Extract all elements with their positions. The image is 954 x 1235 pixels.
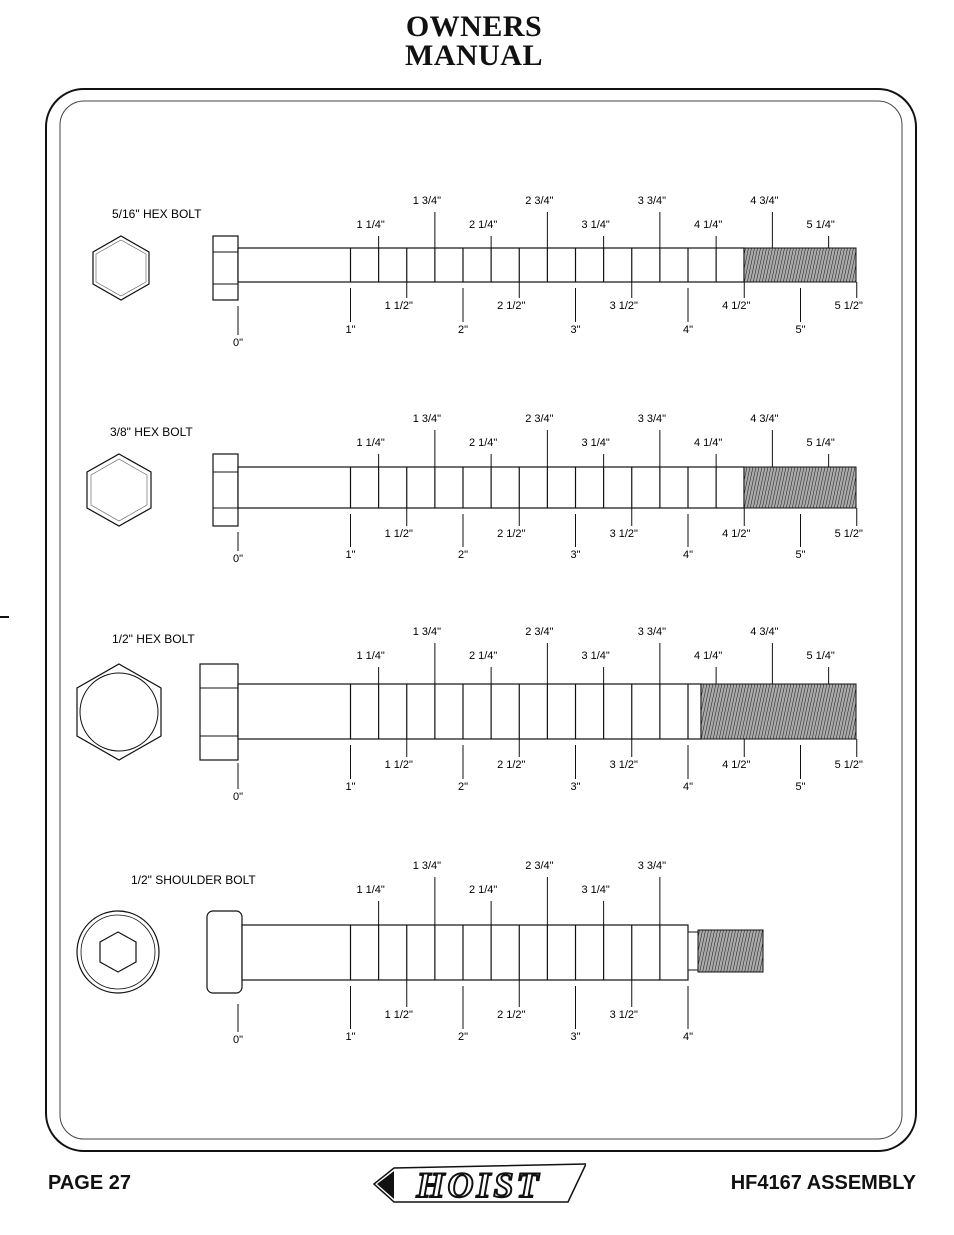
tick-label-half: 3 1/2" xyxy=(609,528,638,540)
hoist-logo xyxy=(372,1158,586,1210)
tick-label-whole: 1" xyxy=(345,1031,356,1043)
tick-label-half: 4 1/2" xyxy=(722,300,751,312)
bolt-head-side xyxy=(200,664,238,760)
bolt-section-1-2-hex xyxy=(77,626,863,803)
bolt-label: 3/8" HEX BOLT xyxy=(110,425,193,439)
logo-text: HOIST xyxy=(416,1165,542,1205)
tick-label-quarter: 5 1/4" xyxy=(806,219,835,231)
tick-label-half: 5 1/2" xyxy=(834,300,863,312)
bolt-head-side xyxy=(207,911,242,993)
tick-label-three-quarter: 1 3/4" xyxy=(412,860,442,872)
tick-label-three-quarter: 3 3/4" xyxy=(637,413,667,425)
tick-label-half: 2 1/2" xyxy=(497,528,526,540)
tick-label-quarter: 5 1/4" xyxy=(806,437,835,449)
tick-label-whole: 4" xyxy=(682,549,694,561)
bolt-head-side xyxy=(213,236,238,300)
edge-mark xyxy=(0,616,9,618)
bolt-label: 5/16" HEX BOLT xyxy=(112,207,202,221)
thread-hatching xyxy=(698,930,763,972)
tick-label-three-quarter: 2 3/4" xyxy=(525,413,554,425)
page-number: PAGE 27 xyxy=(48,1172,131,1194)
tick-label-three-quarter: 3 3/4" xyxy=(637,626,667,638)
bolt-head-side xyxy=(213,454,238,526)
tick-label-three-quarter: 2 3/4" xyxy=(525,626,554,638)
bolt-label: 1/2" SHOULDER BOLT xyxy=(131,873,256,887)
tick-label-quarter: 1 1/4" xyxy=(356,219,385,231)
tick-label-quarter: 5 1/4" xyxy=(806,650,835,662)
tick-label-whole: 1" xyxy=(345,549,356,561)
tick-label-three-quarter: 1 3/4" xyxy=(412,626,442,638)
tick-label-half: 5 1/2" xyxy=(834,759,863,771)
hex-head-end-view xyxy=(87,454,151,526)
tick-label-whole: 2" xyxy=(457,1031,469,1043)
tick-label-quarter: 1 1/4" xyxy=(356,884,385,896)
tick-label-quarter: 2 1/4" xyxy=(468,219,498,231)
tick-label-quarter: 3 1/4" xyxy=(581,650,610,662)
tick-label-whole: 1" xyxy=(345,781,356,793)
tick-label-whole: 5" xyxy=(795,781,806,793)
tick-label-whole: 0" xyxy=(232,791,244,803)
tick-label-three-quarter: 4 3/4" xyxy=(750,626,779,638)
tick-label-half: 2 1/2" xyxy=(497,759,526,771)
tick-label-half: 5 1/2" xyxy=(834,528,863,540)
tick-label-whole: 3" xyxy=(570,781,581,793)
bolt-section-1-2-shoulder xyxy=(77,860,763,1046)
thread-hatching xyxy=(701,684,856,739)
tick-label-quarter: 4 1/4" xyxy=(693,219,723,231)
tick-label-whole: 2" xyxy=(457,324,469,336)
tick-label-whole: 3" xyxy=(570,549,581,561)
tick-label-whole: 4" xyxy=(682,324,694,336)
tick-label-half: 3 1/2" xyxy=(609,759,638,771)
tick-label-whole: 4" xyxy=(682,781,694,793)
thread-hatching xyxy=(744,467,856,508)
hex-head-end-view xyxy=(93,236,149,300)
tick-label-half: 1 1/2" xyxy=(384,759,413,771)
tick-label-three-quarter: 2 3/4" xyxy=(525,860,554,872)
tick-label-whole: 4" xyxy=(682,1031,694,1043)
hex-head-chamfer xyxy=(80,673,158,751)
tick-label-three-quarter: 1 3/4" xyxy=(412,195,442,207)
tick-label-quarter: 3 1/4" xyxy=(581,437,610,449)
tick-label-half: 1 1/2" xyxy=(384,1009,413,1021)
tick-label-whole: 2" xyxy=(457,781,469,793)
bolt-label: 1/2" HEX BOLT xyxy=(112,632,195,646)
tick-label-half: 4 1/2" xyxy=(722,759,751,771)
tick-label-quarter: 1 1/4" xyxy=(356,437,385,449)
tick-label-quarter: 2 1/4" xyxy=(468,437,498,449)
tick-label-quarter: 4 1/4" xyxy=(693,437,723,449)
tick-label-whole: 3" xyxy=(570,324,581,336)
tick-label-quarter: 3 1/4" xyxy=(581,219,610,231)
tick-label-three-quarter: 1 3/4" xyxy=(412,413,442,425)
tick-label-quarter: 3 1/4" xyxy=(581,884,610,896)
tick-label-half: 4 1/2" xyxy=(722,528,751,540)
tick-label-half: 2 1/2" xyxy=(497,1009,526,1021)
tick-label-whole: 2" xyxy=(457,549,469,561)
tick-label-whole: 0" xyxy=(232,553,244,565)
bolt-section-5-16-hex xyxy=(93,195,863,349)
tick-label-whole: 0" xyxy=(232,1034,244,1046)
title-line-2: MANUAL xyxy=(405,39,543,72)
tick-label-quarter: 2 1/4" xyxy=(468,650,498,662)
tick-label-three-quarter: 3 3/4" xyxy=(637,860,667,872)
tick-label-whole: 1" xyxy=(345,324,356,336)
tick-label-whole: 5" xyxy=(795,324,806,336)
title-line-1: OWNERS xyxy=(405,10,543,43)
tick-label-half: 2 1/2" xyxy=(497,300,526,312)
tick-label-whole: 0" xyxy=(232,337,244,349)
tick-label-half: 1 1/2" xyxy=(384,300,413,312)
tick-label-three-quarter: 2 3/4" xyxy=(525,195,554,207)
bolt-section-3-8-hex xyxy=(87,413,863,565)
tick-label-whole: 3" xyxy=(570,1031,581,1043)
tick-label-half: 3 1/2" xyxy=(609,1009,638,1021)
tick-label-three-quarter: 4 3/4" xyxy=(750,195,779,207)
tick-label-three-quarter: 3 3/4" xyxy=(637,195,667,207)
thread-hatching xyxy=(744,248,856,282)
doc-code: HF4167 ASSEMBLY xyxy=(730,1172,916,1194)
tick-label-whole: 5" xyxy=(795,549,806,561)
tick-label-half: 1 1/2" xyxy=(384,528,413,540)
tick-label-three-quarter: 4 3/4" xyxy=(750,413,779,425)
tick-label-quarter: 2 1/4" xyxy=(468,884,498,896)
bolt-shank xyxy=(242,925,688,980)
tick-label-quarter: 4 1/4" xyxy=(693,650,723,662)
tick-label-half: 3 1/2" xyxy=(609,300,638,312)
tick-label-quarter: 1 1/4" xyxy=(356,650,385,662)
